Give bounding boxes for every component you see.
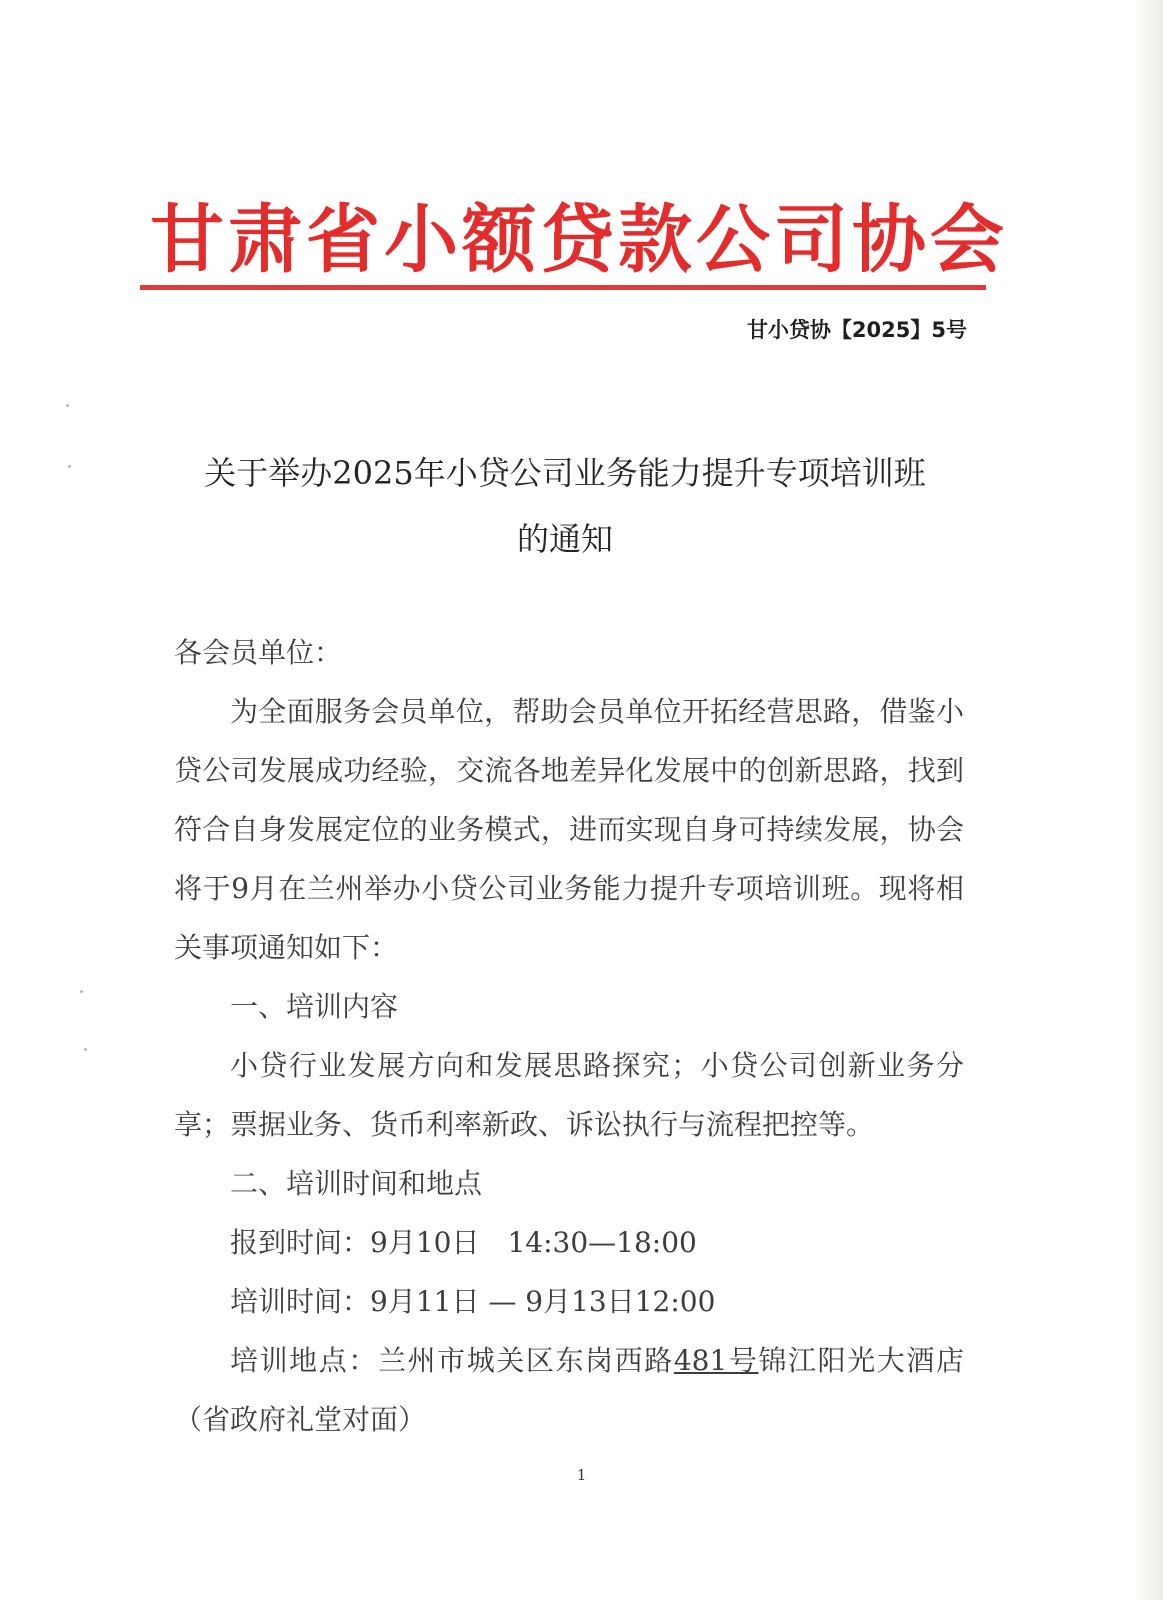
letterhead-org-name: 甘肃省小额贷款公司协会 — [150, 197, 1008, 283]
scan-speck — [80, 990, 83, 993]
letterhead-red-rule — [140, 285, 986, 290]
training-location — [174, 1331, 964, 1449]
location-number: 481号 — [673, 1344, 759, 1377]
page-edge-shadow — [1133, 0, 1163, 1600]
section-1-heading: 一、培训内容 — [230, 990, 399, 1023]
scan-speck — [84, 1048, 87, 1051]
salutation: 各会员单位： — [174, 636, 343, 669]
notice-title — [150, 440, 980, 572]
document-number: 甘小贷协【2025】5号 — [746, 318, 967, 342]
section-1-text: 小贷行业发展方向和发展思路探究；小贷公司创新业务分享；票据业务、货币利率新政、诉讼执行与流程把控等。 — [174, 1049, 964, 1141]
notice-title-line-1: 关于举办2025年小贷公司业务能力提升专项培训班 — [204, 454, 926, 492]
location-prefix: 培训地点：兰州市城关区东岗西路 — [230, 1344, 674, 1377]
notice-title-line-2: 的通知 — [516, 520, 613, 558]
notice-body — [174, 623, 964, 1449]
location-suffix: 锦江阳光大酒店（省政府礼堂对面） — [174, 1344, 964, 1436]
intro-paragraph: 为全面服务会员单位，帮助会员单位开拓经营思路，借鉴小贷公司发展成功经验，交流各地差异化发展中的创新思路，找到符合自身发展定位的业务模式，进而实现自身可持续发展，协会将于9月在兰州举办小贷公司业务能力提升专项培训班。现将相关事项通知如下： — [174, 695, 964, 964]
scan-speck — [66, 404, 69, 407]
section-2-heading: 二、培训时间和地点 — [230, 1167, 483, 1200]
training-time: 培训时间：9月11日 — 9月13日12:00 — [230, 1285, 716, 1318]
report-time: 报到时间：9月10日 14:30—18:00 — [230, 1226, 697, 1259]
scan-speck — [68, 465, 71, 468]
page-number: 1 — [576, 1466, 587, 1484]
